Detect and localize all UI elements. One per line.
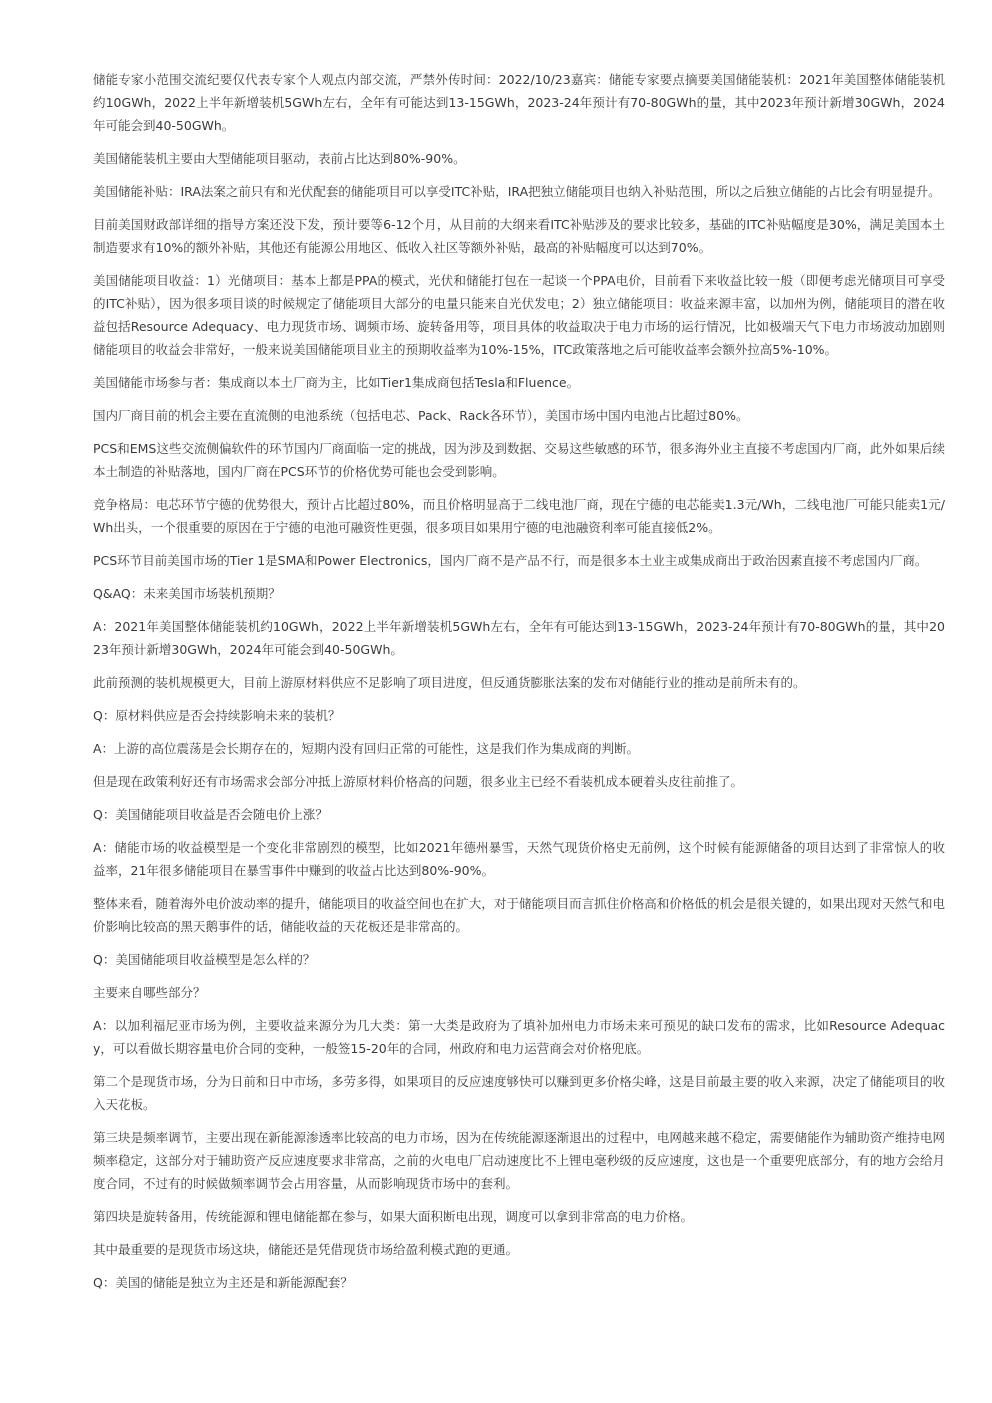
paragraph-spot-most-important: 其中最重要的是现货市场这块，储能还是凭借现货市场给盈利模式跑的更通。 bbox=[93, 1242, 519, 1257]
question-raw-materials: Q：原材料供应是否会持续影响未来的装机？ bbox=[93, 708, 341, 723]
paragraph-front-of-meter-share: 美国储能装机主要由大型储能项目驱动，表前占比达到80%-90%。 bbox=[93, 151, 466, 166]
paragraph-frequency-regulation: 第三块是频率调节，主要出现在新能源渗透率比较高的电力市场，因为在传统能源逐渐退出的过程中，电网越来越不稳定，需要储能作为辅助资产维持电网频率稳定，这部分对于辅助资产反应速度要求非常高，之前的火电电厂启动速度比不上锂电毫秒级的反应速度，这也是一个重要兜底部分，有的地方会给月度合同，不过有的时候做频率调节会占用容量，从而影响现货市场中的套利。 bbox=[93, 1130, 945, 1191]
paragraph-itc-guidance: 目前美国财政部详细的指导方案还没下发，预计要等6-12个月，从目前的大纲来看ITC补贴涉及的要求比较多，基础的ITC补贴幅度是30%，满足美国本土制造要求有10%的额外补贴，其他还有能源公用地区、低收入社区等额外补贴，最高的补贴幅度可以达到70%。 bbox=[93, 217, 945, 255]
paragraph-install-forecast-note: 此前预测的装机规模更大，目前上游原材料供应不足影响了项目进度，但反通货膨胀法案的发布对储能行业的推动是前所未有的。 bbox=[93, 675, 806, 690]
question-standalone-vs-paired: Q：美国的储能是独立为主还是和新能源配套？ bbox=[93, 1275, 353, 1290]
question-returns-vs-price: Q：美国储能项目收益是否会随电价上涨？ bbox=[93, 807, 328, 822]
paragraph-intro-summary: 储能专家小范围交流纪要仅代表专家个人观点内部交流，严禁外传时间：2022/10/23嘉宾：储能专家要点摘要美国储能装机：2021年美国整体储能装机约10GWh，2022上半年新增装机5GWh左右，全年有可能达到13-15GWh，2023-24年预计有70-80GWh的量，其中2023年预计新增30GWh，2024年可能会到40-50GWh。 bbox=[93, 72, 945, 133]
question-return-sources: 主要来自哪些部分？ bbox=[93, 985, 206, 1000]
paragraph-pcs-ems: PCS和EMS这些交流侧偏软件的环节国内厂商面临一定的挑战，因为涉及到数据、交易这些敏感的环节，很多海外业主直接不考虑国内厂商，此外如果后续本土制造的补贴落地，国内厂商在PCS环节的价格优势可能也会受到影响。 bbox=[93, 441, 945, 479]
paragraph-spinning-reserve: 第四块是旋转备用，传统能源和锂电储能都在参与，如果大面积断电出现，调度可以拿到非常高的电力价格。 bbox=[93, 1209, 694, 1224]
paragraph-pcs-tier1: PCS环节目前美国市场的Tier 1是SMA和Power Electronics，国内厂商不是产品不行，而是很多本土业主或集成商出于政治因素直接不考虑国内厂商。 bbox=[93, 553, 928, 568]
paragraph-returns-ceiling: 整体来看，随着海外电价波动率的提升，储能项目的收益空间也在扩大，对于储能项目而言抓住价格高和价格低的机会是很关键的，如果出现对天然气和电价影响比较高的黑天鹅事件的话，储能收益的天花板还是非常高的。 bbox=[93, 896, 945, 934]
document-body bbox=[93, 68, 945, 1304]
paragraph-subsidy-ira: 美国储能补贴：IRA法案之前只有和光伏配套的储能项目可以享受ITC补贴，IRA把独立储能项目也纳入补贴范围，所以之后独立储能的占比会有明显提升。 bbox=[93, 184, 941, 199]
paragraph-policy-offset: 但是现在政策利好还有市场需求会部分冲抵上游原材料价格高的问题，很多业主已经不看装机成本硬着头皮往前推了。 bbox=[93, 774, 744, 789]
answer-raw-materials: A：上游的高位震荡是会长期存在的，短期内没有回归正常的可能性，这是我们作为集成商的判断。 bbox=[93, 741, 640, 756]
paragraph-competition: 竞争格局：电芯环节宁德的优势很大，预计占比超过80%，而且价格明显高于二线电池厂商，现在宁德的电芯能卖1.3元/Wh，二线电池厂可能只能卖1元/Wh出头，一个很重要的原因在于宁德的电池可融资性更强，很多项目如果用宁德的电池融资利率可能直接低2%。 bbox=[93, 497, 945, 535]
question-install-outlook: Q&AQ：未来美国市场装机预期？ bbox=[93, 586, 281, 601]
paragraph-domestic-opportunity: 国内厂商目前的机会主要在直流侧的电池系统（包括电芯、Pack、Rack各环节），美国市场中国内电池占比超过80%。 bbox=[93, 408, 749, 423]
answer-returns-vs-price: A：储能市场的收益模型是一个变化非常剧烈的模型，比如2021年德州暴雪，天然气现货价格史无前例，这个时候有能源储备的项目达到了非常惊人的收益率，21年很多储能项目在暴雪事件中赚到的收益占比达到80%-90%。 bbox=[93, 840, 945, 878]
answer-install-outlook: A：2021年美国整体储能装机约10GWh，2022上半年新增装机5GWh左右，全年有可能达到13-15GWh，2023-24年预计有70-80GWh的量，其中2023年预计新增30GWh，2024年可能会到40-50GWh。 bbox=[93, 619, 945, 657]
paragraph-spot-market: 第二个是现货市场，分为日前和日中市场，多劳多得，如果项目的反应速度够快可以赚到更多价格尖峰，这是目前最主要的收入来源，决定了储能项目的收入天花板。 bbox=[93, 1074, 945, 1112]
paragraph-market-participants: 美国储能市场参与者：集成商以本土厂商为主，比如Tier1集成商包括Tesla和Fluence。 bbox=[93, 375, 580, 390]
question-return-model: Q：美国储能项目收益模型是怎么样的？ bbox=[93, 952, 316, 967]
paragraph-project-returns: 美国储能项目收益：1）光储项目：基本上都是PPA的模式，光伏和储能打包在一起谈一个PPA电价，目前看下来收益比较一般（即便考虑光储项目可享受的ITC补贴），因为很多项目谈的时候规定了储能项目大部分的电量只能来自光伏发电；2）独立储能项目：收益来源丰富，以加州为例，储能项目的潜在收益包括Resource Adequacy、电力现货市场、调频市场、旋转备用等，项目具体的收益取决于电力市场的运行情况，比如极端天气下电力市场波动加剧则储能项目的收益会非常好，一般来说美国储能项目业主的预期收益率为10%-15%，ITC政策落地之后可能收益率会额外拉高5%-10%。 bbox=[93, 273, 945, 357]
answer-return-sources: A：以加利福尼亚市场为例，主要收益来源分为几大类：第一大类是政府为了填补加州电力市场未来可预见的缺口发布的需求，比如Resource Adequacy，可以看做长期容量电价合同的变种，一般签15-20年的合同，州政府和电力运营商会对价格兜底。 bbox=[93, 1018, 945, 1056]
